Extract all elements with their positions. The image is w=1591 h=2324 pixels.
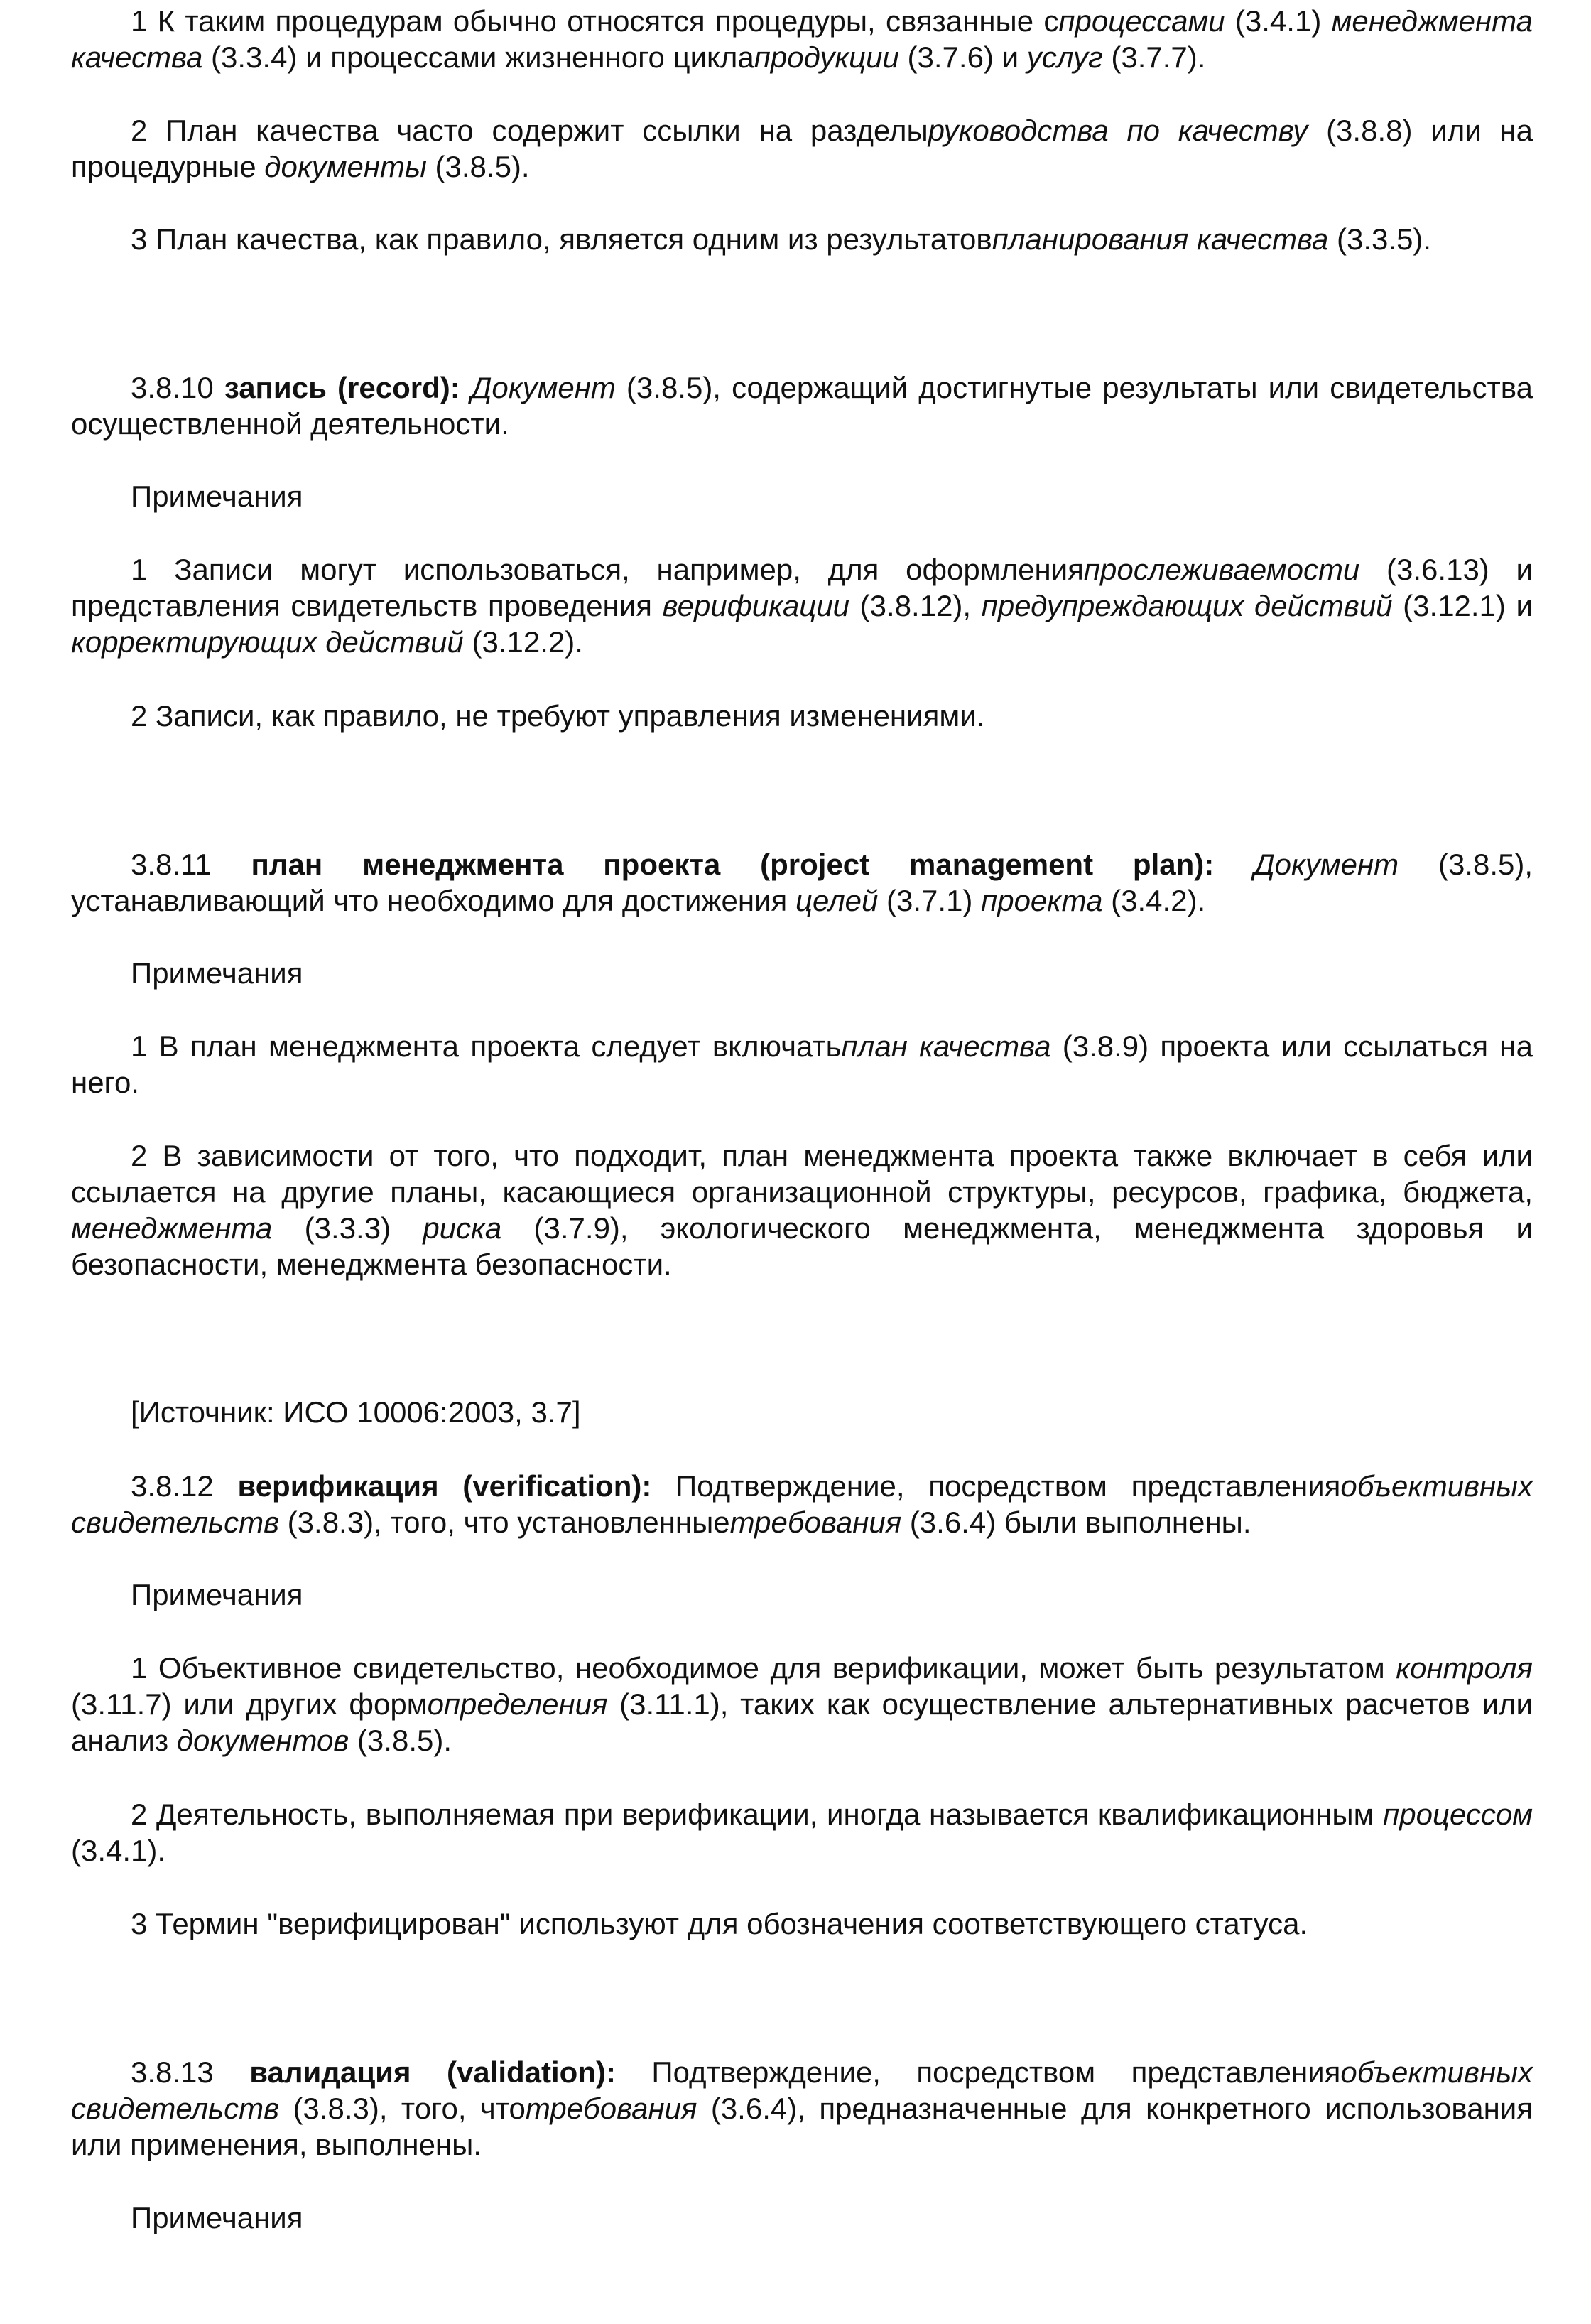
note-paragraph: 2 В зависимости от того, что подходит, план менеджмента проекта также включает в себя или ссылается на другие планы, касающиеся организационной структуры, ресурсов, графика, бюджета, менеджмента (3.3.3) риска (3.7.9), экологического менеджмента, менеджмента здоровья и безопасности, менеджмента безопасности. [71, 1139, 1533, 1281]
term-definition-3-8-11: 3.8.11 план менеджмента проекта (project management plan): Документ (3.8.5), устанавливающий что необходимо для достижения целей (3.7.1) проекта (3.4.2). [71, 848, 1533, 917]
notes-heading: Примечания [131, 2201, 303, 2234]
notes-heading: Примечания [131, 480, 303, 513]
term-definition-3-8-13: 3.8.13 валидация (validation): Подтверждение, посредством представленияобъективных свидетельств (3.8.3), того, чтотребования (3.6.4), предназначенные для конкретного использования или применения, выполнены. [71, 2055, 1533, 2161]
note-paragraph: 2 Деятельность, выполняемая при верификации, иногда называется квалификационным процессом (3.4.1). [71, 1798, 1533, 1867]
notes-heading: Примечания [131, 1578, 303, 1611]
note-paragraph: 1 Объективное свидетельство, необходимое для верификации, может быть результатом контроля (3.11.7) или других формопределения (3.11.1), таких как осуществление альтернативных расчетов или анализ документов (3.8.5). [71, 1651, 1533, 1757]
note-paragraph: 1 К таким процедурам обычно относятся процедуры, связанные спроцессами (3.4.1) менеджмента качества (3.3.4) и процессами жизненного циклапродукции (3.7.6) и услуг (3.7.7). [71, 4, 1533, 74]
notes-heading: Примечания [131, 956, 303, 990]
note-paragraph: 2 Записи, как правило, не требуют управления изменениями. [131, 699, 985, 733]
source-reference: [Источник: ИСО 10006:2003, 3.7] [131, 1395, 581, 1429]
note-paragraph: 3 План качества, как правило, является одним из результатовпланирования качества (3.3.5). [131, 222, 1432, 256]
note-paragraph: 1 В план менеджмента проекта следует включатьплан качества (3.8.9) проекта или ссылаться на него. [71, 1029, 1533, 1099]
note-paragraph: 3 Термин "верифицирован" используют для обозначения соответствующего статуса. [131, 1907, 1308, 1940]
term-definition-3-8-12: 3.8.12 верификация (verification): Подтверждение, посредством представленияобъективных свидетельств (3.8.3), того, что установленныетребования (3.6.4) были выполнены. [71, 1469, 1533, 1539]
term-definition-3-8-10: 3.8.10 запись (record): Документ (3.8.5), содержащий достигнутые результаты или свидетельства осуществленной деятельности. [71, 371, 1533, 441]
note-paragraph: 1 Записи могут использоваться, например, для оформленияпрослеживаемости (3.6.13) и представления свидетельств проведения верификации (3.8.12), предупреждающих действий (3.12.1) и корректирующих действий (3.12.2). [71, 553, 1533, 659]
note-paragraph: 2 План качества часто содержит ссылки на разделыруководства по качеству (3.8.8) или на процедурные документы (3.8.5). [71, 114, 1533, 183]
